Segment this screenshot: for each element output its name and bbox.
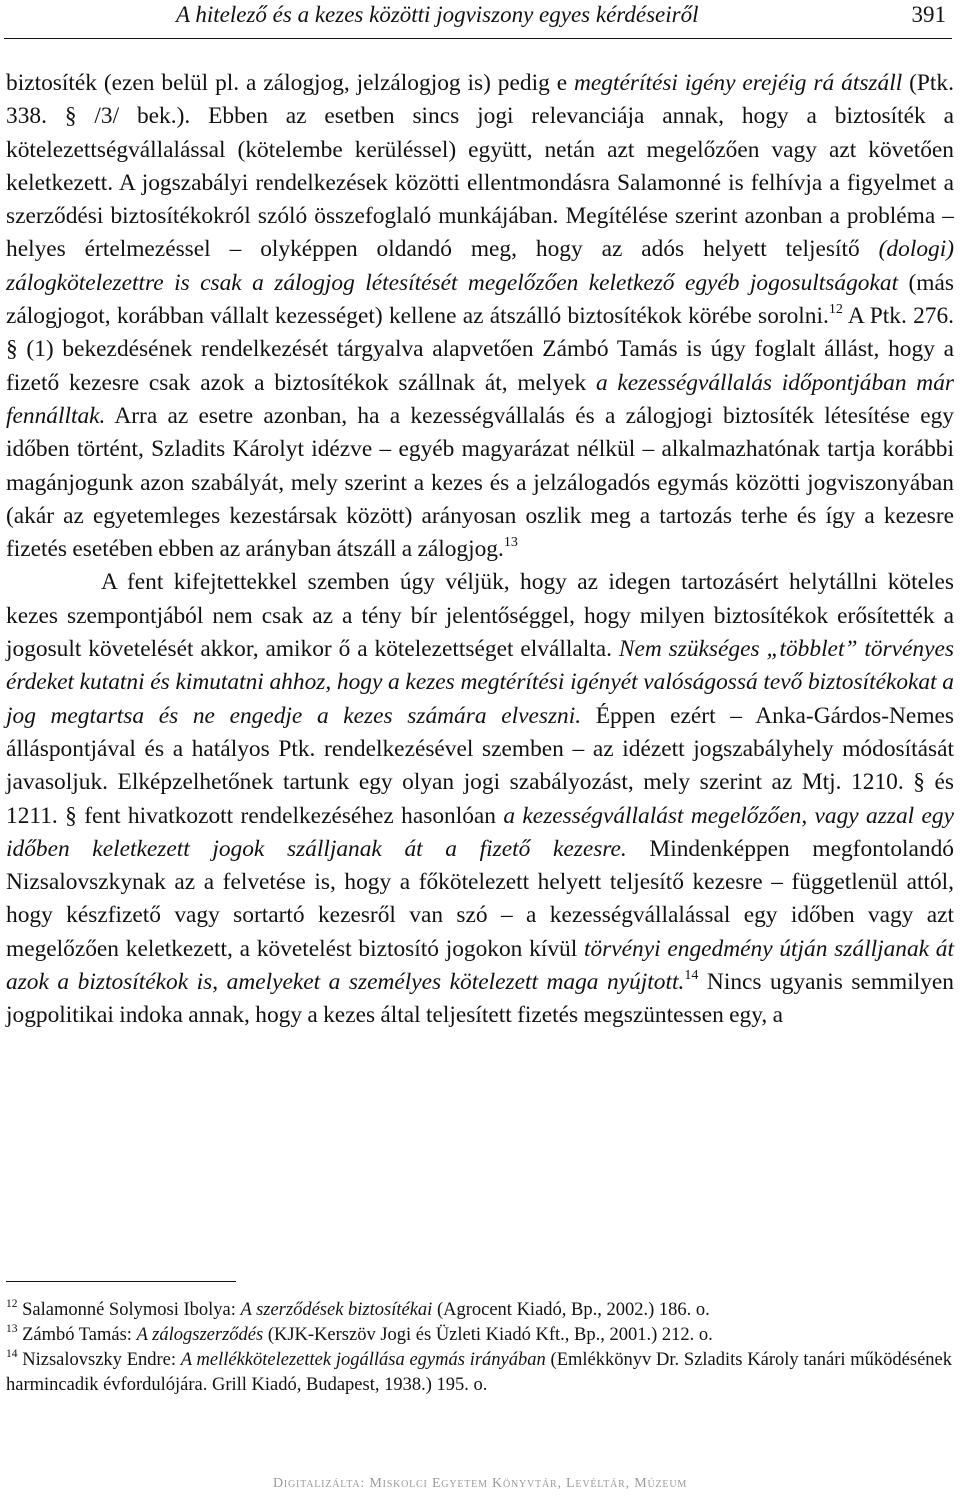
- paragraph-1: [6, 67, 954, 566]
- body-text: [6, 67, 954, 1033]
- text-run: biztosíték (ezen belül pl. a zálogjog, jelzálogjog is) pedig e: [6, 70, 574, 96]
- footnote-ref-14[interactable]: 14: [684, 967, 699, 984]
- paragraph-2: [6, 566, 954, 1032]
- italic-run: törvényi engedmény útján szálljanak át azok a biztosítékok is, amelyeket a személyes kötelezett maga nyújtott.: [6, 935, 954, 996]
- italic-run: a kezességvállalás időpontjában már fennálltak.: [6, 369, 955, 429]
- italic-run: (dologi) zálogkötelezettre is csak a zálogjog létesítését megelőzően keletkező egyéb jogosultságokat: [6, 236, 954, 296]
- page-number: 391: [911, 2, 946, 27]
- footnote-number: 12: [6, 1297, 18, 1310]
- text-run: (más zálogjogot, korábban vállalt kezességet) kellene az átszálló biztosítékok körébe sorolni.: [6, 269, 954, 330]
- footnote-number: 14: [6, 1347, 18, 1360]
- footnote-rest: (Agrocent Kiadó, Bp., 2002.) 186. o.: [432, 1300, 710, 1320]
- footnote-author: Zámbó Tamás:: [22, 1325, 137, 1345]
- page-header: [0, 0, 960, 50]
- italic-run: Nem szükséges „többlet” törvényes érdeket kutatni és kimutatni ahhoz, hogy a kezes megtérítési igényét valóságossá tevő biztosítékokat a jog megtartsa és ne engedje a kezes számára elveszni.: [6, 636, 954, 729]
- italic-run: a kezességvállalást megelőzően, vagy azzal egy időben keletkezett jogok szálljanak át a fizető kezesre.: [6, 802, 954, 862]
- footnote-author: Nizsalovszky Endre:: [22, 1350, 181, 1370]
- footnote-rest: (KJK-Kerszöv Jogi és Üzleti Kiadó Kft., Bp., 2001.) 212. o.: [263, 1325, 713, 1345]
- footnote-title: A szerződések biztosítékai: [240, 1300, 433, 1320]
- footnotes: [6, 1298, 952, 1398]
- footnote-title: A mellékkötelezettek jogállása egymás irányában: [180, 1350, 546, 1370]
- footnote-separator: [6, 1281, 236, 1282]
- footnote-14: [6, 1348, 952, 1398]
- text-run: A Ptk. 276. § (1) bekezdésének rendelkezését tárgyalva alapvetően Zámbó Tamás is úgy foglalt állást, hogy a fizető kezesre csak azok a biztosítékok szállnak át, melyek: [6, 303, 955, 396]
- text-run: Arra az esetre azonban, ha a kezességvállalás és a zálogjogi biztosíték létesítése egy időben történt, Szladits Károlyt idézve – egyéb magyarázat nélkül – alkalmazhatónak tartja korábbi magánjogunk azon szabályát, mely szerint a kezes és a jelzálogadós egymás közötti jogviszonyában (akár az egyetemleges kezestársak között) arányosan oszlik meg a tartozás terhe és így a kezesre fizetés esetében ebben az arányban átszáll a zálogjog.: [6, 402, 954, 563]
- text-run: Éppen ezért – Anka-Gárdos-Nemes álláspontjával és a hatályos Ptk. rendelkezésével szemben – az idézett jogszabályhely módosítását javasoljuk. Elképzelhetőnek tartunk egy olyan jogi szabályozást, mely szerint az Mtj. 1210. § és 1211. § fent hivatkozott rendelkezéséhez hasonlóan: [6, 702, 954, 829]
- footnote-number: 13: [6, 1322, 18, 1335]
- running-title: A hitelező és a kezes közötti jogviszony egyes kérdéseiről: [176, 2, 699, 27]
- text-run: A fent kifejtettekkel szemben úgy véljük, hogy az idegen tartozásért helytállni köteles kezes szempontjából nem csak az a tény bír jelentőséggel, hogy milyen biztosítékok erősítették a jogosult követelését akkor, amikor ő a kötelezettséget elvállalta.: [6, 569, 954, 663]
- text-run: Nincs ugyanis semmilyen jogpolitikai indoka annak, hogy a kezes által teljesített fizetés megszüntessen egy, a: [6, 969, 954, 1029]
- footnote-author: Salamonné Solymosi Ibolya:: [22, 1300, 241, 1320]
- footnote-13: [6, 1323, 952, 1348]
- digitization-stamp: Digitalizálta: Miskolci Egyetem Könyvtár, Levéltár, Múzeum: [272, 1476, 688, 1491]
- text-run: (Ptk. 338. § /3/ bek.). Ebben az esetben sincs jogi relevanciája annak, hogy a biztosíték a kötelezettségvállalással (kötelembe kerüléssel) együtt, netán azt megelőzően vagy azt követően keletkezett. A jogszabályi rendelkezések közötti ellentmondásra Salamonné is felhívja a figyelmet a szerződési biztosítékokról szóló összefoglaló munkájában. Megítélése szerint azonban a probléma – helyes értelmezéssel – olyképpen oldandó meg, hogy az adós helyett teljesítő: [6, 70, 954, 263]
- italic-run: megtérítési igény erejéig rá átszáll: [574, 70, 903, 96]
- footnote-12: [6, 1298, 952, 1323]
- header-rule: [4, 38, 952, 39]
- text-run: Mindenképpen megfontolandó Nizsalovszkynak az a felvetése is, hogy a főkötelezett helyett teljesítő kezesre – függetlenül attól, hogy készfizető vagy sortartó kezesről van szó – a kezességvállalással egy időben vagy azt megelőzően keletkezett, a követelést biztosító jogokon kívül: [6, 835, 954, 962]
- footnote-ref-12[interactable]: 12: [828, 301, 843, 318]
- footnote-ref-13[interactable]: 13: [503, 534, 518, 551]
- footnote-title: A zálogszerződés: [136, 1325, 264, 1345]
- footnote-rest: (Emlékkönyv Dr. Szladits Károly tanári működésének harmincadik évfordulójára. Grill Kiadó, Budapest, 1938.) 195. o.: [6, 1350, 953, 1395]
